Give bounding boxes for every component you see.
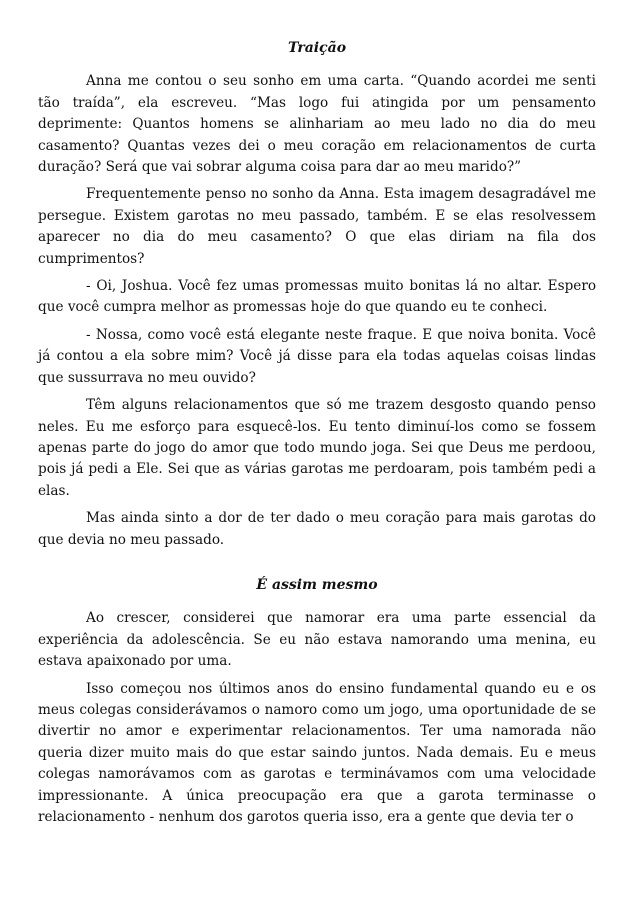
- section-title-e-assim-mesmo: É assim mesmo: [256, 576, 378, 593]
- paragraph: Anna me contou o seu sonho em uma carta. “Quando acordei me senti tão traída”, ela escreveu. “Mas logo fui atingida por um pensamento deprimente: Quantos homens se alinhariam ao meu lado no dia do meu casamento? Quantas vezes dei o meu coração em relacionamentos de curta duração? Será que vai sobrar alguma coisa para dar ao meu marido?”: [38, 73, 596, 176]
- paragraph: Mas ainda sinto a dor de ter dado o meu coração para mais garotas do que devia no meu passado.: [38, 510, 596, 548]
- paragraph: - Oi, Joshua. Você fez umas promessas muito bonitas lá no altar. Espero que você cumpra melhor as promessas hoje do que quando eu te conheci.: [38, 278, 596, 316]
- paragraph: Isso começou nos últimos anos do ensino fundamental quando eu e os meus colegas considerávamos o namoro como um jogo, uma oportunidade de se divertir no amor e experimentar relacionamentos. Ter uma namorada não queria dizer muito mais do que estar saindo juntos. Nada demais. Eu e meus colegas namorávamos com as garotas e terminávamos com uma velocidade impressionante. A única preocupação era que a garota terminasse o relacionamento - nenhum dos garotos queria isso, era a gente que devia ter o: [38, 680, 596, 825]
- paragraph: - Nossa, como você está elegante neste fraque. E que noiva bonita. Você já contou a ela sobre mim? Você já disse para ela todas aquelas coisas lindas que sussurrava no meu ouvido?: [38, 326, 596, 386]
- paragraph: Frequentemente penso no sonho da Anna. Esta imagem desagradável me persegue. Existem garotas no meu passado, também. E se elas resolvessem aparecer no dia do meu casamento? O que elas diriam na fila dos cumprimentos?: [38, 186, 596, 267]
- paragraph: Têm alguns relacionamentos que só me trazem desgosto quando penso neles. Eu me esforço para esquecê-los. Eu tento diminuí-los como se fossem apenas parte do jogo do amor que todo mundo joga. Sei que Deus me perdoou, pois já pedi a Ele. Sei que as várias garotas me perdoaram, pois também pedi a elas.: [38, 397, 596, 499]
- paragraph: Ao crescer, considerei que namorar era uma parte essencial da experiência da adolescência. Se eu não estava namorando uma menina, eu estava apaixonado por uma.: [38, 610, 596, 670]
- section-title-traicao: Traição: [287, 40, 347, 56]
